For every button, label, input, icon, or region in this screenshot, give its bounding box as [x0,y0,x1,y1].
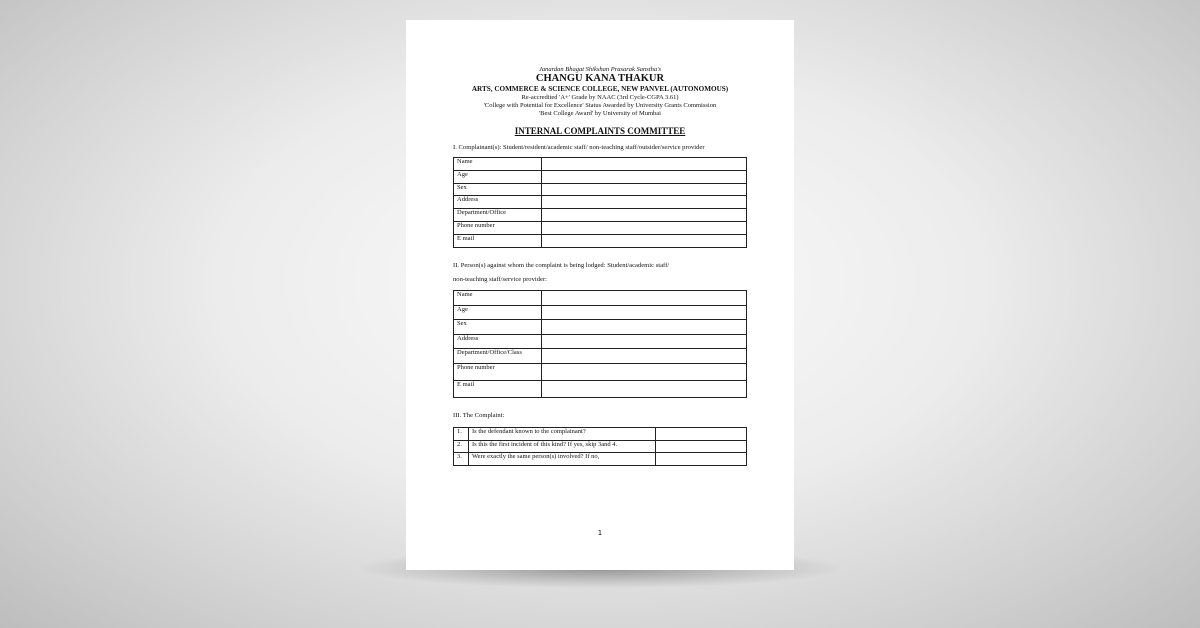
accreditation-line: Re-accredited 'A+' Grade by NAAC (3rd Cycle-CGPA 3.61) [521,94,679,101]
input-cell[interactable] [542,221,747,234]
table-row [454,428,747,441]
form-title: INTERNAL COMPLAINTS COMMITTEE [514,126,686,136]
row-label: Age [454,305,542,320]
row-label: Name [454,158,542,171]
section2-heading-line1: II. Person(s) against whom the complaint is being lodged: Student/academic staff/ [453,262,670,269]
input-cell[interactable] [542,305,747,320]
table-row [454,320,747,335]
input-cell[interactable] [542,158,747,171]
row-label: Address [454,196,542,209]
question-text: Were exactly the same person(s) involved? If no, [469,453,656,466]
input-cell[interactable] [542,363,747,380]
input-cell[interactable] [542,291,747,306]
table-row [454,453,747,466]
table-row [454,183,747,196]
answer-cell[interactable] [656,428,747,441]
row-label: Department/Office [454,209,542,222]
table-row [454,381,747,398]
item-number: 2. [454,440,469,453]
table-row [454,170,747,183]
page-number: 1 [597,529,603,537]
table-row [454,221,747,234]
section2-heading-line2: non-teaching staff/service provider: [453,276,547,283]
row-label: Sex [454,320,542,335]
input-cell[interactable] [542,381,747,398]
ugc-status-line: 'College with Potential for Excellence' Status Awarded by University Grants Commission [483,102,717,109]
table-row [454,334,747,349]
answer-cell[interactable] [656,440,747,453]
row-label: Name [454,291,542,306]
table-row [454,440,747,453]
item-number: 3. [454,453,469,466]
complaint-table [453,427,747,466]
college-full-name: ARTS, COMMERCE & SCIENCE COLLEGE, NEW PANVEL (AUTONOMOUS) [471,85,729,93]
row-label: Age [454,170,542,183]
question-text: Is the defendant known to the complainant? [469,428,656,441]
input-cell[interactable] [542,234,747,247]
table-row [454,363,747,380]
table-row [454,305,747,320]
document-page [406,20,794,570]
input-cell[interactable] [542,183,747,196]
complainant-table [453,157,747,248]
table-row [454,196,747,209]
input-cell[interactable] [542,334,747,349]
section3-heading: III. The Complaint: [453,412,505,419]
input-cell[interactable] [542,170,747,183]
question-text: Is this the first incident of this kind? If yes, skip 3and 4. [469,440,656,453]
row-label: E mail [454,234,542,247]
society-name: Janardan Bhagat Shikshan Prasarak Sanstha's [538,66,662,73]
table-row [454,234,747,247]
input-cell[interactable] [542,320,747,335]
input-cell[interactable] [542,209,747,222]
section1-heading: I. Complainant(s): Student/resident/academic staff/ non-teaching staff/outsider/service provider [453,144,705,151]
table-row [454,209,747,222]
row-label: E mail [454,381,542,398]
table-row [454,349,747,364]
input-cell[interactable] [542,196,747,209]
row-label: Phone number [454,221,542,234]
answer-cell[interactable] [656,453,747,466]
input-cell[interactable] [542,349,747,364]
college-name: CHANGU KANA THAKUR [535,73,665,84]
row-label: Phone number [454,363,542,380]
table-row [454,158,747,171]
item-number: 1. [454,428,469,441]
award-line: 'Best College Award' by University of Mumbai [539,110,661,117]
row-label: Sex [454,183,542,196]
row-label: Department/Office/Class [454,349,542,364]
respondent-table [453,290,747,398]
table-row [454,291,747,306]
row-label: Address [454,334,542,349]
